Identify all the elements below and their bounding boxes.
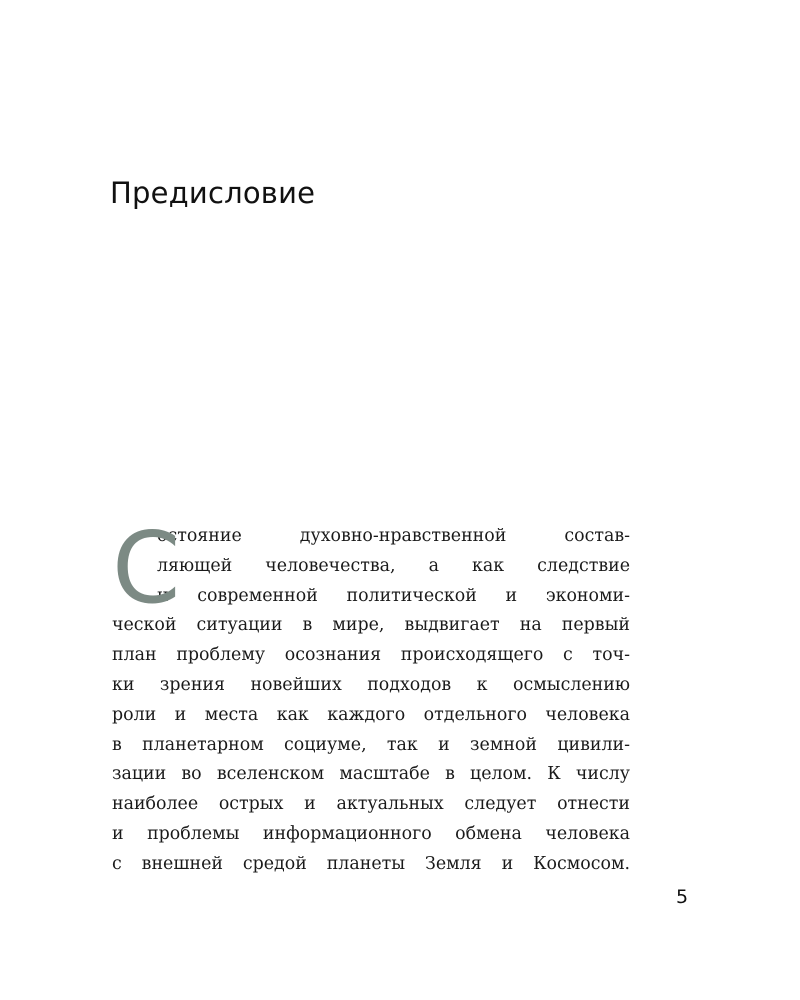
chapter-title: Предисловие — [110, 176, 316, 210]
page-number: 5 — [676, 886, 689, 908]
text-line: с внешней средой планеты Земля и Космосом. — [112, 853, 630, 874]
text-line: план проблему осознания происходящего с точ- — [112, 645, 630, 666]
text-line: наиболее острых и актуальных следует отнести — [112, 794, 630, 815]
text-line: ческой ситуации в мире, выдвигает на первый — [112, 615, 630, 636]
body-paragraph — [112, 512, 630, 880]
drop-cap-letter: С — [112, 512, 181, 626]
text-line: зации во вселенском масштабе в целом. К числу — [112, 764, 630, 785]
text-line: ляющей человечества, а как следствие — [157, 555, 630, 576]
text-line: роли и места как каждого отдельного человека — [112, 704, 630, 725]
text-line: и проблемы информационного обмена человека — [112, 823, 630, 844]
text-line: и современной политической и экономи- — [157, 585, 630, 606]
text-line: ки зрения новейших подходов к осмыслению — [112, 674, 630, 695]
text-line: остояние духовно-нравственной состав- — [157, 526, 630, 546]
text-line: в планетарном социуме, так и земной цивили- — [112, 734, 630, 755]
